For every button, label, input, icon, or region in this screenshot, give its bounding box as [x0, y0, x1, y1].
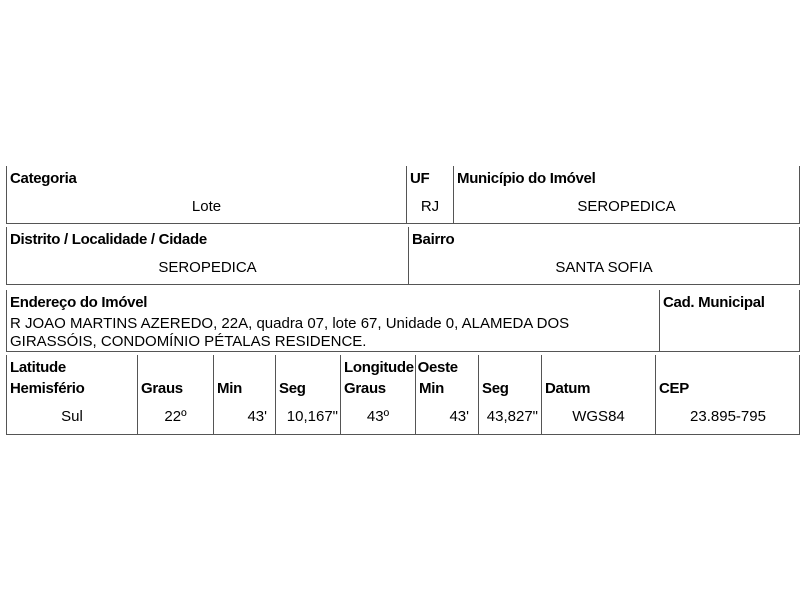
lon-min-value: 43' — [449, 408, 469, 425]
lon-min-cell — [416, 355, 479, 434]
lon-seg-label: Seg — [482, 380, 509, 397]
latitude-label: Latitude — [10, 359, 66, 376]
uf-value: RJ — [420, 198, 440, 215]
distrito-value: SEROPEDICA — [158, 259, 257, 276]
municipio-label: Município do Imóvel — [457, 170, 596, 187]
hemisferio-label: Hemisfério — [10, 380, 85, 397]
longitude-label: Longitude Oeste — [344, 359, 458, 376]
lat-graus-cell — [138, 355, 214, 434]
bairro-value: SANTA SOFIA — [555, 259, 653, 276]
datum-cell — [542, 355, 656, 434]
bairro-cell — [409, 227, 800, 285]
lat-min-value: 43' — [247, 408, 267, 425]
cep-value: 23.895-795 — [690, 408, 766, 425]
row-categoria-uf-municipio — [6, 166, 800, 224]
lat-graus-label: Graus — [141, 380, 183, 397]
categoria-cell — [6, 166, 407, 224]
lon-seg-value: 43,827" — [486, 408, 538, 425]
endereco-cell — [6, 290, 660, 352]
categoria-value: Lote — [191, 198, 222, 215]
cep-label: CEP — [659, 380, 689, 397]
uf-label: UF — [410, 170, 430, 187]
distrito-cell — [6, 227, 409, 285]
municipio-cell — [454, 166, 800, 224]
distrito-label: Distrito / Localidade / Cidade — [10, 231, 207, 248]
uf-cell — [407, 166, 454, 224]
lon-seg-cell — [479, 355, 542, 434]
datum-value: WGS84 — [572, 408, 625, 425]
lat-seg-cell — [276, 355, 341, 434]
cad-municipal-cell — [660, 290, 800, 352]
row-endereco — [6, 290, 800, 352]
lat-seg-value: 10,167" — [286, 408, 338, 425]
datum-label: Datum — [545, 380, 591, 397]
bairro-label: Bairro — [412, 231, 455, 248]
row-distrito-bairro — [6, 227, 800, 285]
cep-cell — [656, 355, 800, 434]
endereco-line-2: GIRASSÓIS, CONDOMÍNIO PÉTALAS RESIDENCE. — [10, 333, 367, 350]
lon-graus-label: Graus — [344, 380, 386, 397]
row-coordenadas — [6, 355, 800, 435]
lat-min-cell — [214, 355, 276, 434]
hemisferio-value: Sul — [61, 408, 83, 425]
cad-municipal-label: Cad. Municipal — [663, 294, 765, 311]
lon-min-label: Min — [419, 380, 444, 397]
lon-graus-value: 43º — [366, 408, 390, 425]
municipio-value: SEROPEDICA — [577, 198, 676, 215]
lat-graus-value: 22º — [164, 408, 187, 425]
lon-graus-cell — [341, 355, 416, 434]
endereco-line-1: R JOAO MARTINS AZEREDO, 22A, quadra 07, lote 67, Unidade 0, ALAMEDA DOS — [10, 315, 570, 332]
hemisferio-cell — [6, 355, 138, 434]
lat-seg-label: Seg — [279, 380, 306, 397]
lat-min-label: Min — [217, 380, 242, 397]
categoria-label: Categoria — [10, 170, 77, 187]
endereco-label: Endereço do Imóvel — [10, 294, 148, 311]
